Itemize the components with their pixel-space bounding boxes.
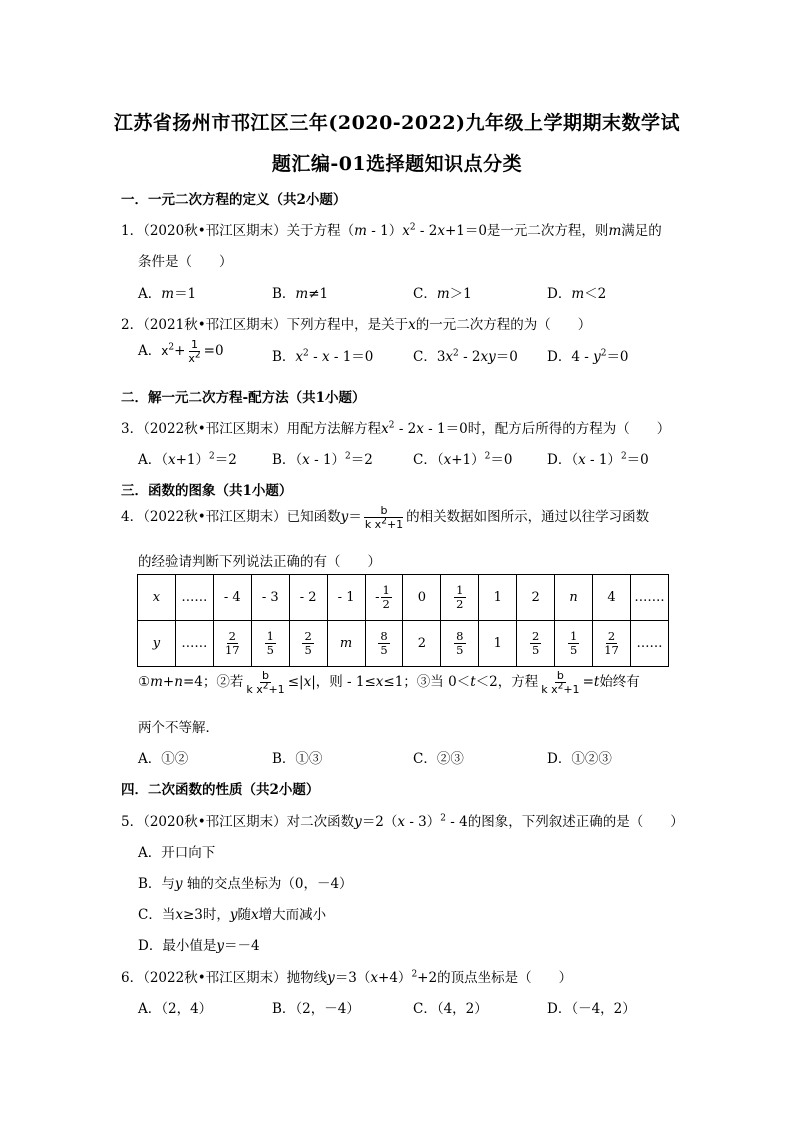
question-5-option-d[interactable]: D．最小值是y＝－4	[138, 938, 260, 954]
question-1-option-b[interactable]: B．m≠1	[272, 286, 329, 302]
statement-fraction-1: $\frac{b}{k x^2+1}$	[246, 669, 285, 696]
table-cell	[365, 621, 403, 667]
table-cell: ……	[175, 575, 213, 621]
table-cell: 4	[593, 575, 631, 621]
question-1-option-c[interactable]: C．m＞1	[413, 286, 472, 302]
fraction-numerator: 2	[607, 629, 616, 643]
question-5-option-a[interactable]: A．开口向下	[138, 845, 216, 861]
question-4-stem: 4．（2022秋•邗江区期末）已知函数y＝ $\frac{b}{k x^2+1}$ 的相关数据如图所示，通过以往学习函数	[121, 504, 650, 531]
question-5-option-b[interactable]: B．与y 轴的交点坐标为（0，－4）	[138, 876, 353, 892]
table-cell: ……	[630, 621, 668, 667]
fraction	[530, 630, 541, 657]
table-cell: 1	[479, 575, 517, 621]
fraction	[381, 584, 392, 611]
table-cell	[365, 575, 403, 621]
table-cell: - 3	[251, 575, 289, 621]
fraction-numerator: 1	[569, 629, 578, 643]
fraction	[454, 584, 465, 611]
section-heading-2: 二．解一元二次方程-配方法（共1小题）	[121, 390, 366, 406]
fraction	[454, 630, 465, 657]
question-4-statements-line2: 两个不等解．	[138, 720, 219, 736]
fraction	[568, 630, 579, 657]
question-6-option-c[interactable]: C．（4，2）	[413, 1001, 488, 1017]
fraction-numerator: 2	[228, 629, 236, 643]
question-3-option-b[interactable]: B．（x - 1）$^2$＝2	[272, 451, 373, 468]
table-row-x	[138, 575, 669, 621]
fraction-denominator: 17	[224, 643, 240, 657]
fraction	[223, 630, 242, 657]
section-heading-1: 一．一元二次方程的定义（共2小题）	[121, 192, 347, 208]
fraction-denominator: 2	[382, 597, 390, 611]
table-cell	[251, 621, 289, 667]
section-heading-3: 三．函数的图象（共1小题）	[121, 483, 293, 499]
question-6-stem: 6．（2022秋•邗江区期末）抛物线$y=3(x+4)^2+2$的顶点坐标是（ ）	[121, 969, 573, 986]
question-4-option-a[interactable]: A．①②	[138, 751, 189, 767]
question-4-option-c[interactable]: C．②③	[413, 751, 464, 767]
question-3-option-a[interactable]: A．$(x+1)^2=2$	[138, 451, 237, 468]
table-cell: …….	[630, 575, 668, 621]
table-cell: - 1	[327, 575, 365, 621]
question-1-stem: 1．（2020秋•邗江区期末）关于方程$(m - 1)x^2 - 2x+1=0$是一元二次方程，则m满足的	[121, 222, 662, 239]
question-5-stem: 5．（2020秋•邗江区期末）对二次函数y＝2（x - 3）$^2$ - 4的图象，下列叙述正确的是（ ）	[121, 813, 684, 830]
table-cell	[555, 621, 593, 667]
table-cell: n	[555, 575, 593, 621]
document-title-line1: 江苏省扬州市邗江区三年(2020-2022)九年级上学期期末数学试	[113, 112, 681, 134]
fraction-numerator: 8	[380, 629, 388, 643]
fraction: $\frac{1}{x^2}$	[188, 338, 201, 365]
table-cell: - 2	[289, 575, 327, 621]
table-cell: m	[327, 621, 365, 667]
fraction-numerator: 2	[304, 629, 312, 643]
question-1-option-d[interactable]: D．m＜2	[547, 286, 607, 302]
fraction	[302, 630, 313, 657]
fraction	[378, 630, 389, 657]
fraction-denominator: 5	[569, 643, 578, 657]
section-heading-4: 四．二次函数的性质（共2小题）	[121, 782, 320, 798]
fraction	[602, 630, 621, 657]
question-2-option-a[interactable]: A．$x^2+$ $\frac{1}{x^2}$ =0	[138, 338, 224, 365]
function-value-table	[137, 574, 669, 667]
question-6-option-d[interactable]: D．（－4，2）	[547, 1001, 636, 1017]
question-6-option-b[interactable]: B．（2，－4）	[272, 1001, 360, 1017]
table-cell	[517, 621, 555, 667]
table-cell: y	[138, 621, 176, 667]
fraction-numerator: 2	[532, 629, 540, 643]
table-cell	[593, 621, 631, 667]
table-cell: x	[138, 575, 176, 621]
table-cell: - 4	[213, 575, 251, 621]
question-3-option-c[interactable]: C．$(x+1)^2=0$	[413, 451, 513, 468]
function-fraction: $\frac{b}{k x^2+1}$	[364, 504, 404, 531]
question-4-option-b[interactable]: B．①③	[272, 751, 323, 767]
statement-fraction-2: $\frac{b}{k x^2+1}$	[541, 669, 580, 696]
table-row-y	[138, 621, 669, 667]
question-2-option-b[interactable]: B．$x^2 - x - 1=0$	[272, 348, 374, 365]
fraction-denominator: 5	[266, 643, 274, 657]
question-2-option-c[interactable]: C．$3x^2 - 2xy=0$	[413, 348, 518, 365]
table-cell: 0	[403, 575, 441, 621]
question-4-option-d[interactable]: D．①②③	[547, 751, 612, 767]
table-cell: 2	[517, 575, 555, 621]
table-cell: 2	[403, 621, 441, 667]
table-cell: 1	[479, 621, 517, 667]
minus-sign: -	[375, 590, 380, 605]
document-title-line2: 题汇编-01选择题知识点分类	[271, 153, 523, 175]
question-3-option-d[interactable]: D．（x - 1）$^2$＝0	[547, 451, 649, 468]
fraction-denominator: 5	[532, 643, 540, 657]
table-cell	[441, 575, 479, 621]
question-5-option-c[interactable]: C．当x≥3时，y随x增大而减小	[138, 907, 327, 923]
table-cell	[441, 621, 479, 667]
question-6-option-a[interactable]: A．（2，4）	[138, 1001, 213, 1017]
fraction-numerator: 1	[456, 583, 464, 597]
fraction-denominator: 2	[456, 597, 464, 611]
question-2-option-d[interactable]: D．$4 - y^2=0$	[547, 348, 629, 365]
fraction-numerator: 1	[382, 583, 390, 597]
fraction-denominator: 5	[456, 643, 464, 657]
fraction-denominator: 17	[604, 643, 619, 657]
question-3-stem: 3．（2022秋•邗江区期末）用配方法解方程$x^2 - 2x - 1=0$时，配方后所得的方程为（ ）	[121, 420, 671, 437]
fraction-denominator: 5	[304, 643, 312, 657]
fraction-denominator: 5	[380, 643, 388, 657]
table-cell: ……	[175, 621, 213, 667]
fraction	[265, 630, 276, 657]
question-1-stem-line2: 条件是（ ）	[138, 254, 233, 270]
fraction-numerator: 1	[266, 629, 274, 643]
table-cell	[289, 621, 327, 667]
question-4-stem-line2: 的经验请判断下列说法正确的有（ ）	[138, 554, 381, 570]
table-cell	[213, 621, 251, 667]
fraction-numerator: 8	[456, 629, 464, 643]
question-4-statements: ①m+n=4；②若 $\frac{b}{k x^2+1}$ ≤|x|，则 - 1≤x≤1；③当 0＜t＜2，方程 $\frac{b}{k x^2+1}$ =t始终有	[138, 669, 640, 696]
question-1-option-a[interactable]: A．m＝1	[138, 286, 197, 302]
question-2-stem: 2．（2021秋•邗江区期末）下列方程中，是关于x的一元二次方程的为（ ）	[121, 317, 592, 333]
